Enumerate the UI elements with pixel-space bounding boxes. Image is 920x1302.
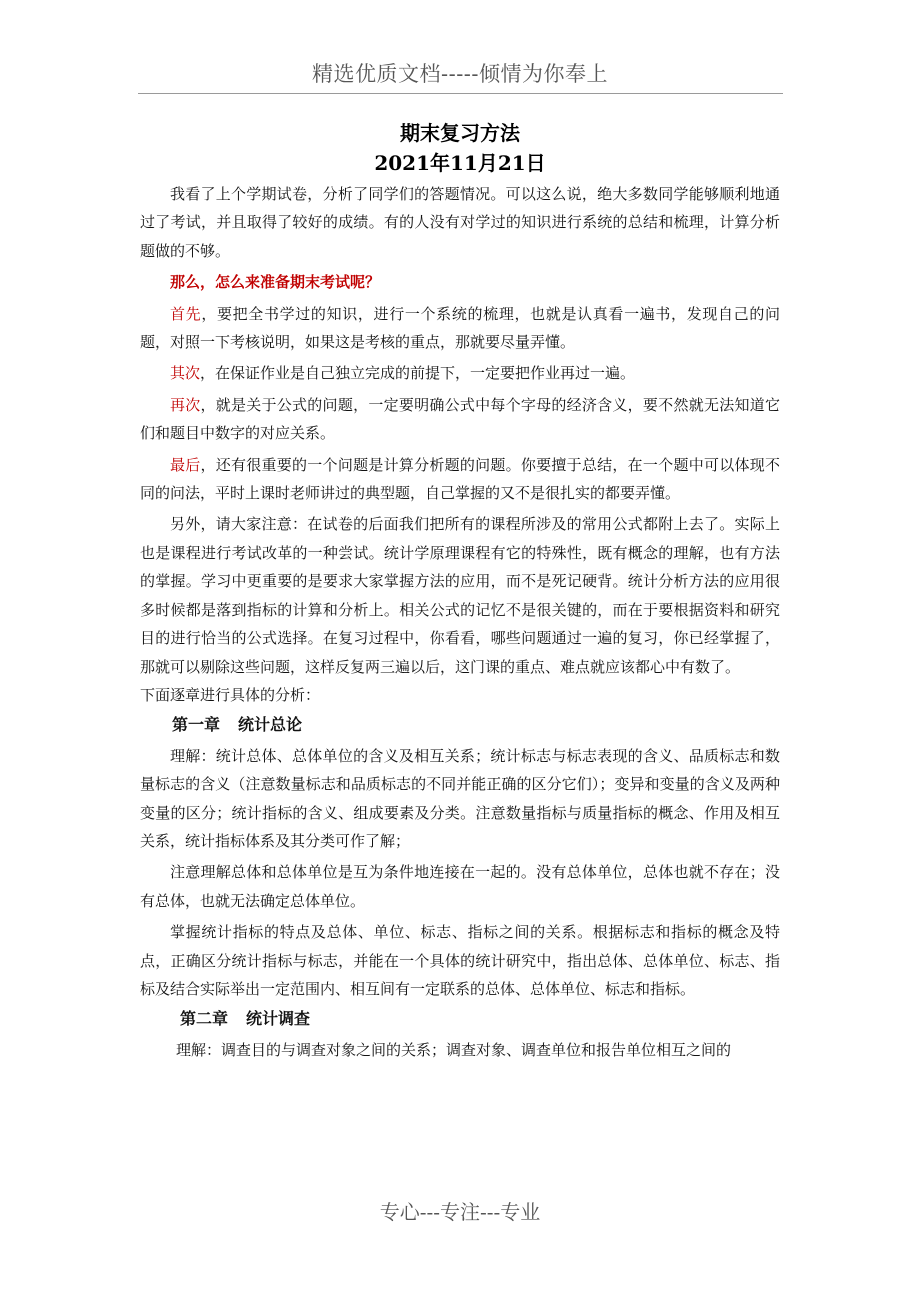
document-title: 期末复习方法 — [400, 121, 520, 145]
chapter1-number: 第一章 — [172, 715, 221, 735]
step-second — [140, 359, 780, 387]
document-body — [140, 180, 780, 1064]
key-question: 那么，怎么来准备期末考试呢？ — [170, 273, 381, 292]
step-last-lead: 最后 — [170, 455, 201, 474]
chapter1-name: 统计总论 — [238, 715, 303, 735]
step-third-lead: 再次 — [170, 395, 201, 414]
chapter1-heading — [140, 711, 780, 739]
step-first — [140, 300, 780, 357]
step-third-text: ，就是关于公式的问题，一定要明确公式中每个字母的经济含义，要不然就无法知道它们和题目中数字的对应关系。 — [140, 395, 780, 443]
step-last-text: ，还有很重要的一个问题是计算分析题的问题。你要擅于总结，在一个题中可以体现不同的问法，平时上课时老师讲过的典型题，自己掌握的又不是很扎实的都要弄懂。 — [140, 455, 780, 503]
header-divider — [138, 93, 783, 94]
chapter2-number: 第二章 — [180, 1009, 229, 1029]
chapter1-paragraph-3: 掌握统计指标的特点及总体、单位、标志、指标之间的关系。根据标志和指标的概念及特点，正确区分统计指标与标志，并能在一个具体的统计研究中，指出总体、总体单位、标志、指标及结合实际举出一定范围内、相互间有一定联系的总体、总体单位、标志和指标。 — [140, 923, 780, 998]
step-third — [140, 391, 780, 448]
chapter-intro-line: 下面逐章进行具体的分析： — [140, 685, 321, 704]
step-first-text: ，要把全书学过的知识，进行一个系统的梳理，也就是认真看一遍书，发现自己的问题，对照一下考核说明，如果这是考核的重点，那就要尽量弄懂。 — [140, 304, 780, 352]
step-second-text: ，在保证作业是自己独立完成的前提下，一定要把作业再过一遍。 — [200, 364, 636, 383]
chapter1-paragraph-1: 理解：统计总体、总体单位的含义及相互关系；统计标志与标志表现的含义、品质标志和数量标志的含义（注意数量标志和品质标志的不同并能正确的区分它们）；变异和变量的含义及两种变量的区分；统计指标的含义、组成要素及分类。注意数量指标与质量指标的概念、作用及相互关系，统计指标体系及其分类可作了解； — [140, 746, 780, 850]
page-header: 精选优质文档-----倾情为你奉上 — [312, 62, 608, 86]
page-footer: 专心---专注---专业 — [379, 1200, 541, 1224]
step-second-lead: 其次 — [170, 364, 201, 383]
chapter2-paragraph-1: 理解：调查目的与调查对象之间的关系；调查对象、调查单位和报告单位相互之间的 — [176, 1040, 732, 1059]
document-date: 2021年11月21日 — [374, 151, 546, 175]
chapter1-paragraph-2: 注意理解总体和总体单位是互为条件地连接在一起的。没有总体单位，总体也就不存在；没有总体，也就无法确定总体单位。 — [140, 863, 780, 910]
chapter2-name: 统计调查 — [246, 1009, 311, 1029]
chapter2-heading — [140, 1005, 780, 1033]
step-first-lead: 首先 — [170, 304, 202, 323]
note-paragraph: 另外，请大家注意：在试卷的后面我们把所有的课程所涉及的常用公式都附上去了。实际上也是课程进行考试改革的一种尝试。统计学原理课程有它的特殊性，既有概念的理解，也有方法的掌握。学习中更重要的是要求大家掌握方法的应用，而不是死记硬背。统计分析方法的应用很多时候都是落到指标的计算和分析上。相关公式的记忆不是很关键的，而在于要根据资料和研究目的进行恰当的公式选择。在复习过程中，你看看，哪些问题通过一遍的复习，你已经掌握了，那就可以剔除这些问题，这样反复两三遍以后，这门课的重点、难点就应该都心中有数了。 — [140, 515, 780, 676]
step-last — [140, 451, 780, 508]
intro-paragraph: 我看了上个学期试卷，分析了同学们的答题情况。可以这么说，绝大多数同学能够顺利地通过了考试，并且取得了较好的成绩。有的人没有对学过的知识进行系统的总结和梳理，计算分析题做的不够。 — [140, 185, 780, 260]
